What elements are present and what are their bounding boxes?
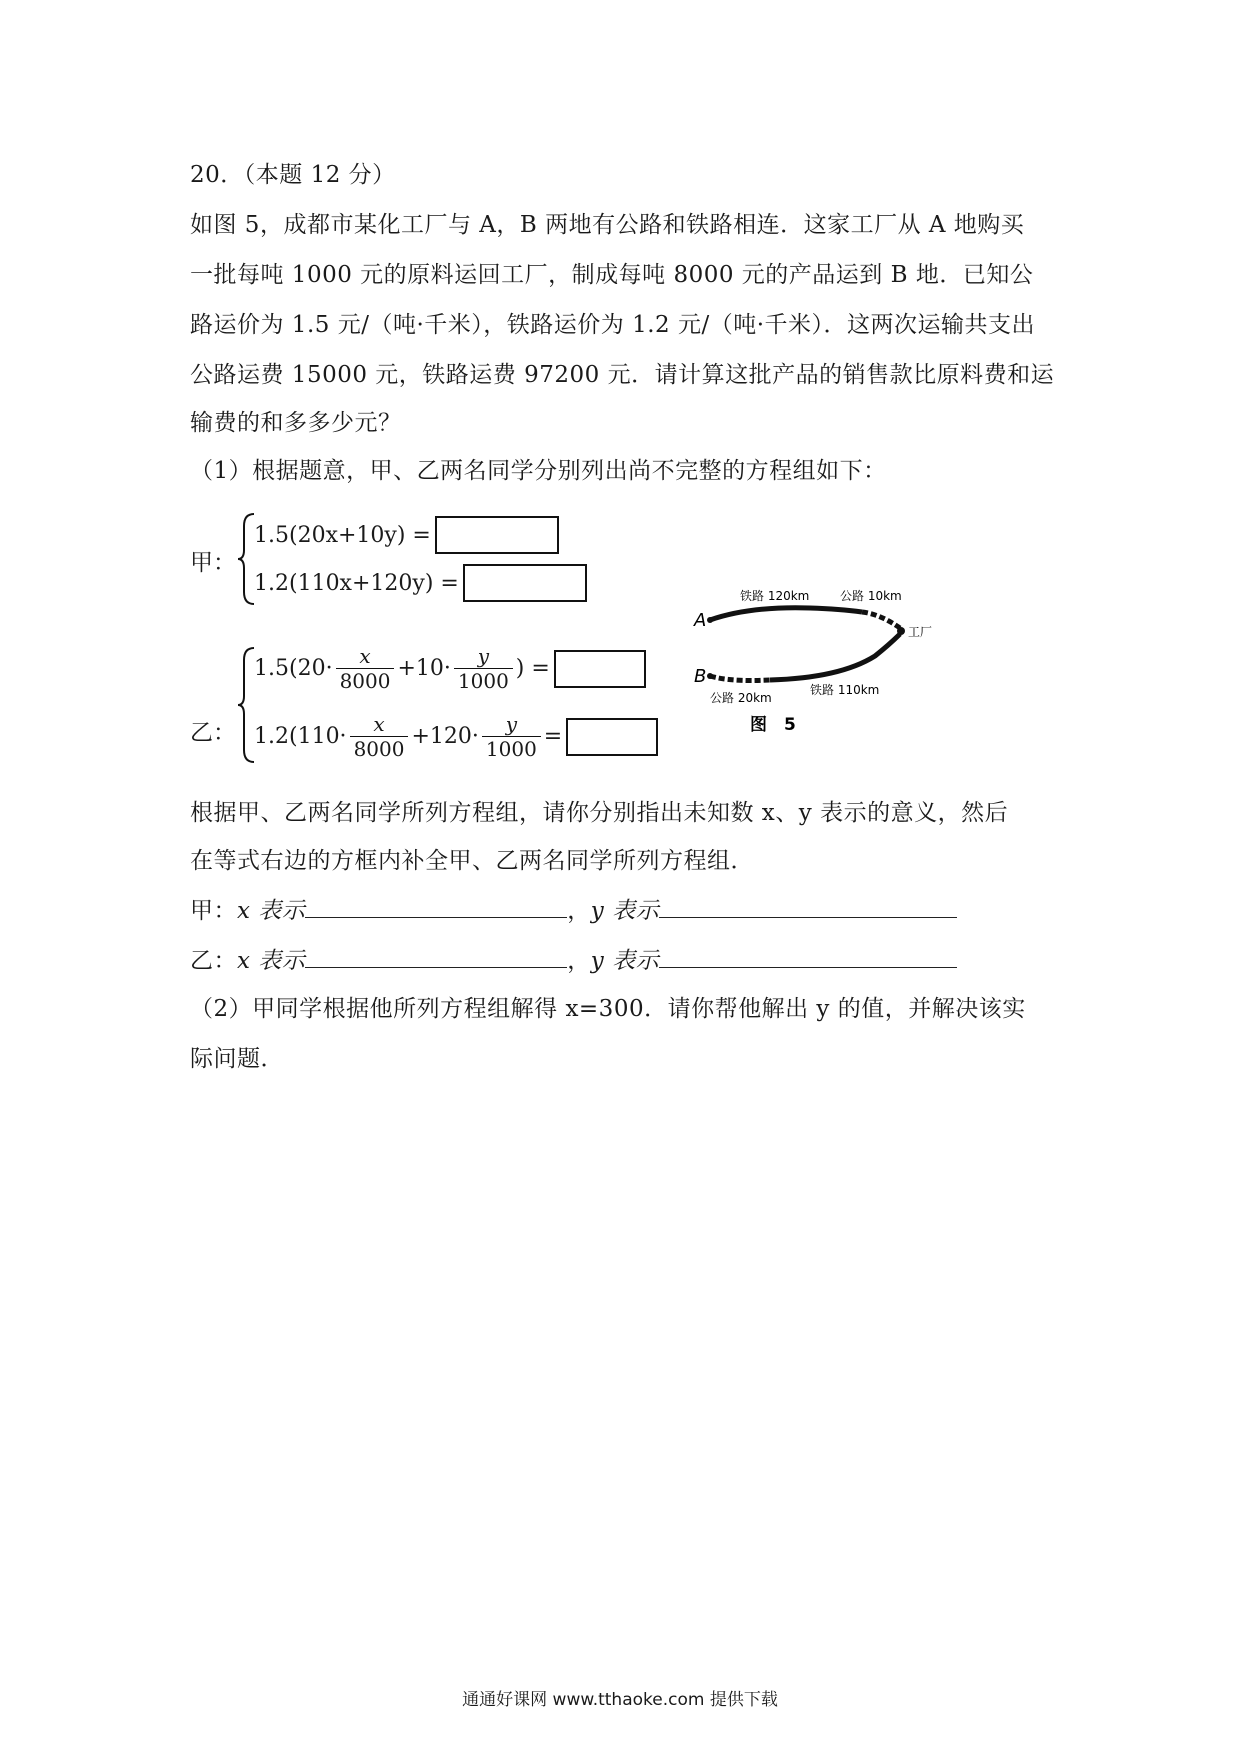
jia-y-blank[interactable]	[659, 899, 957, 918]
yi-eq2-answer-box[interactable]	[566, 718, 658, 756]
jia-eq2-text: 1.2(110x+120y) =	[254, 570, 459, 596]
yi-label: 乙：	[190, 720, 236, 746]
jia-equation-1	[254, 516, 559, 554]
problem-header: 20．（本题 12 分）	[190, 162, 396, 188]
figure-caption: 图 5	[750, 715, 796, 735]
fraction-x-over-8000: $\frac{x}{8000}$	[336, 644, 395, 693]
footer-credit: 通通好课网 www.tthaoke.com 提供下载	[462, 1690, 778, 1710]
part2-line: 际问题．	[190, 1046, 284, 1072]
jia-equation-2	[254, 564, 587, 602]
instruction-line: 根据甲、乙两名同学所列方程组，请你分别指出未知数 x、y 表示的意义，然后	[190, 800, 1009, 826]
yi-eq2-pre: 1.2(110·	[254, 724, 347, 749]
x-means-label: x 表示	[237, 898, 306, 924]
yi-y-blank[interactable]	[659, 949, 957, 968]
yi-eq2-mid: +120·	[411, 724, 479, 749]
yi-eq1-post: ) =	[515, 656, 550, 681]
y-means-label: y 表示	[590, 948, 660, 974]
comma: ，	[567, 948, 591, 974]
road-route-bottom	[710, 676, 770, 681]
factory-point-icon	[897, 627, 905, 635]
fill-yi-label: 乙：	[190, 948, 237, 974]
yi-eq1-answer-box[interactable]	[554, 650, 646, 688]
stem-line: 输费的和多多少元？	[190, 410, 402, 436]
label-b: B	[694, 666, 707, 687]
figure-5-route-map	[690, 578, 950, 738]
jia-eq1-text: 1.5(20x+10y) =	[254, 522, 431, 548]
x-means-label: x 表示	[237, 948, 306, 974]
comma: ，	[567, 898, 591, 924]
stem-line: 路运价为 1.5 元/（吨·千米），铁路运价为 1.2 元/（吨·千米）．这两次运输共支出	[190, 312, 1036, 338]
label-rail-bottom: 铁路 110km	[810, 683, 880, 697]
road-route-top	[862, 612, 900, 628]
rail-route-bottom	[770, 634, 900, 680]
yi-eq2-post: =	[543, 724, 563, 749]
y-means-label: y 表示	[590, 898, 660, 924]
jia-eq2-answer-box[interactable]	[463, 564, 587, 602]
fraction-y-over-1000: $\frac{y}{1000}$	[454, 644, 513, 693]
point-a-icon	[707, 617, 713, 623]
yi-eq1-pre: 1.5(20·	[254, 656, 333, 681]
fill-jia-label: 甲：	[190, 898, 237, 924]
rail-route-top	[710, 608, 862, 620]
jia-x-blank[interactable]	[305, 899, 567, 918]
part2-line: （2）甲同学根据他所列方程组解得 x=300．请你帮他解出 y 的值，并解决该实	[190, 996, 1026, 1022]
stem-line: 如图 5，成都市某化工厂与 A，B 两地有公路和铁路相连．这家工厂从 A 地购买	[190, 212, 1025, 238]
fraction-x-over-8000: $\frac{x}{8000}$	[350, 712, 409, 761]
part1-intro: （1）根据题意，甲、乙两名同学分别列出尚不完整的方程组如下：	[190, 458, 887, 484]
point-b-icon	[707, 673, 713, 679]
yi-equation-2	[254, 712, 658, 761]
instruction-line: 在等式右边的方框内补全甲、乙两名同学所列方程组．	[190, 848, 754, 874]
label-road-top: 公路 10km	[840, 589, 902, 603]
fill-row-yi	[190, 946, 957, 976]
fraction-y-over-1000: $\frac{y}{1000}$	[482, 712, 541, 761]
stem-line: 一批每吨 1000 元的原料运回工厂，制成每吨 8000 元的产品运到 B 地．已知公	[190, 262, 1034, 288]
yi-equation-1	[254, 644, 646, 693]
stem-line: 公路运费 15000 元，铁路运费 97200 元．请计算这批产品的销售款比原料费和运	[190, 362, 1055, 388]
jia-label: 甲：	[190, 550, 236, 576]
label-rail-top: 铁路 120km	[740, 589, 810, 603]
jia-eq1-answer-box[interactable]	[435, 516, 559, 554]
yi-eq1-mid: +10·	[397, 656, 451, 681]
fill-row-jia	[190, 896, 957, 926]
label-road-bottom: 公路 20km	[710, 691, 772, 705]
label-factory: 工厂	[908, 625, 933, 639]
label-a: A	[694, 610, 707, 631]
yi-x-blank[interactable]	[305, 949, 567, 968]
